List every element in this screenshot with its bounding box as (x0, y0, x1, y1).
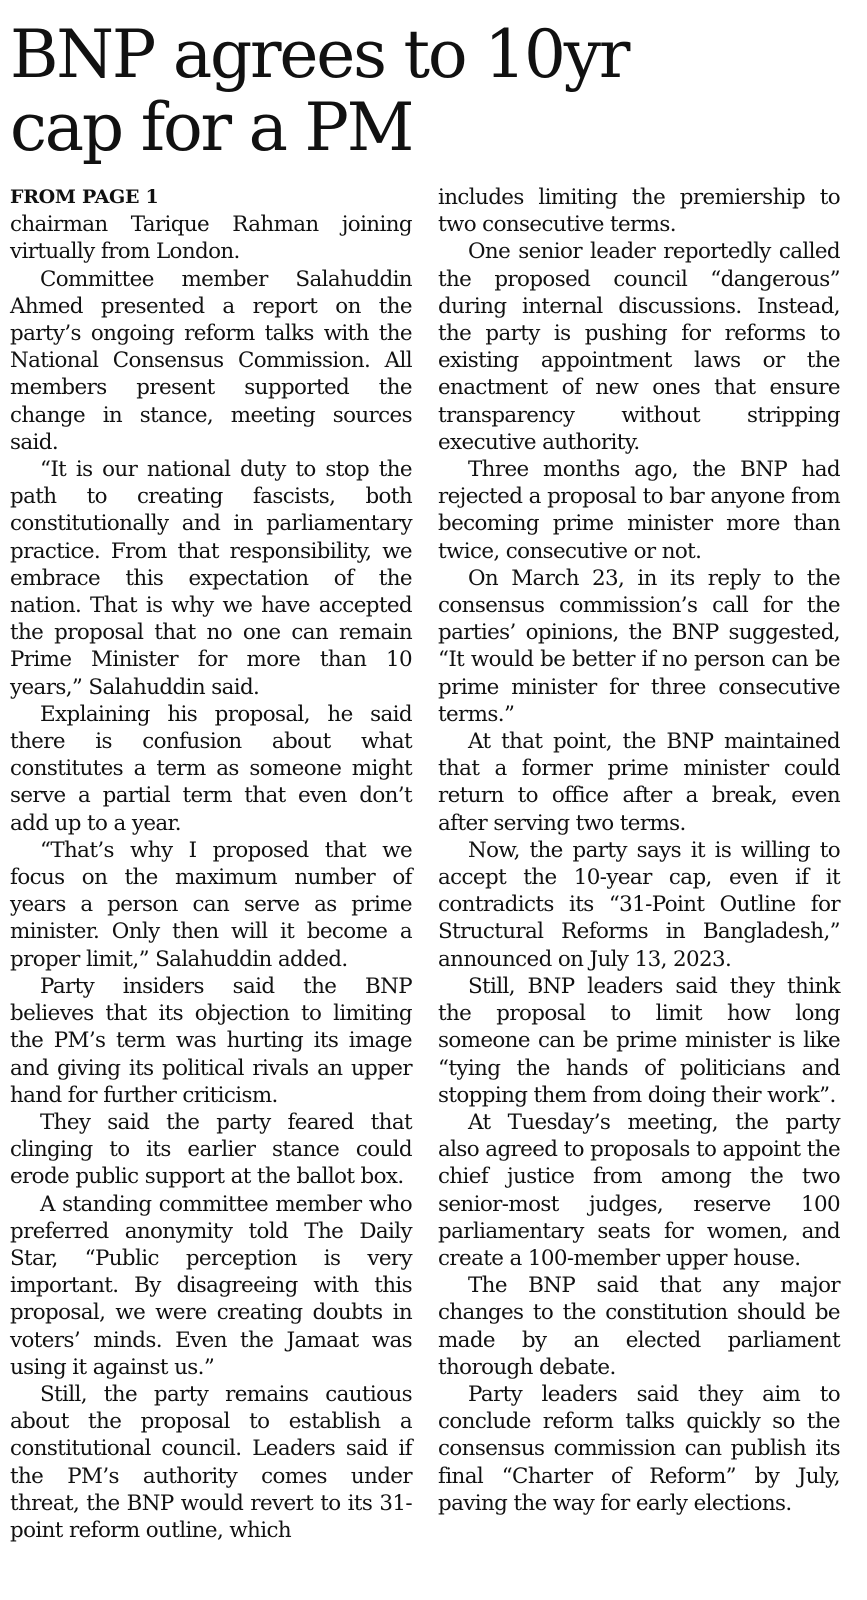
paragraph: On March 23, in its reply to the consensus commission’s call for the parties’ opinions, the BNP suggested, “It would be better if no person can be prime minister for three consecutive terms.” (438, 565, 840, 727)
paragraph: At Tuesday’s meeting, the party also agreed to proposals to appoint the chief justice from among the two senior-most judges, reserve 100 parliamentary seats for women, and create a 100-member upper house. (438, 1109, 840, 1271)
paragraph: Still, the party remains cautious about the proposal to establish a constitutional council. Leaders said if the PM’s authority comes under threat, the BNP would revert to its 31-point reform outline, which (10, 1381, 412, 1543)
paragraph: Now, the party says it is willing to accept the 10-year cap, even if it contradicts its “31-Point Outline for Structural Reforms in Bangladesh,” announced on July 13, 2023. (438, 837, 840, 972)
paragraph: The BNP said that any major changes to the constitution should be made by an elected parliament thorough debate. (438, 1273, 840, 1380)
headline-line-1: BNP agrees to 10yr (10, 16, 629, 93)
paragraph: Party leaders said they aim to conclude reform talks quickly so the consensus commission can publish its final “Charter of Reform” by July, paving the way for early elections. (438, 1381, 840, 1516)
article-column-right (438, 184, 840, 1517)
paragraph: “That’s why I proposed that we focus on the maximum number of years a person can serve as prime minister. Only then will it become a proper limit,” Salahuddin added. (10, 837, 412, 972)
paragraph: Party insiders said the BNP believes that its objection to limiting the PM’s term was hurting its image and giving its political rivals an upper hand for further criticism. (10, 973, 412, 1108)
continuation-kicker: FROM PAGE 1 (10, 186, 159, 208)
paragraph: A standing committee member who preferred anonymity told The Daily Star, “Public perception is very important. By disagreeing with this proposal, we were creating doubts in voters’ minds. Even the Jamaat was using it against us.” (10, 1191, 412, 1380)
headline-line-2: cap for a PM (10, 89, 413, 166)
paragraph: “It is our national duty to stop the path to creating fascists, both constitutionally and in parliamentary practice. From that responsibility, we embrace this expectation of the nation. That is why we have accepted the proposal that no one can remain Prime Minister for more than 10 years,” Salahuddin said. (10, 457, 412, 700)
paragraph: chairman Tarique Rahman joining virtually from London. (10, 212, 412, 265)
paragraph: Three months ago, the BNP had rejected a proposal to bar anyone from becoming prime minister more than twice, consecutive or not. (438, 457, 840, 564)
paragraph: At that point, the BNP maintained that a former prime minister could return to office after a break, even after serving two terms. (438, 729, 840, 836)
headline (10, 18, 850, 164)
paragraph: Still, BNP leaders said they think the proposal to limit how long someone can be prime minister is like “tying the hands of politicians and stopping them from doing their work”. (438, 973, 840, 1108)
paragraph: includes limiting the premiership to two consecutive terms. (438, 185, 840, 238)
paragraph: Explaining his proposal, he said there is confusion about what constitutes a term as someone might serve a partial term that even don’t add up to a year. (10, 701, 412, 836)
paragraph: Committee member Salahuddin Ahmed presented a report on the party’s ongoing reform talks with the National Consensus Commission. All members present supported the change in stance, meeting sources said. (10, 266, 412, 455)
article-column-left (10, 184, 412, 1544)
paragraph: One senior leader reportedly called the proposed council “dangerous” during internal discussions. Instead, the party is pushing for reforms to existing appointment laws or the enactment of new ones that ensure transparency without stripping executive authority. (438, 239, 840, 455)
paragraph: They said the party feared that clinging to its earlier stance could erode public support at the ballot box. (10, 1109, 412, 1190)
